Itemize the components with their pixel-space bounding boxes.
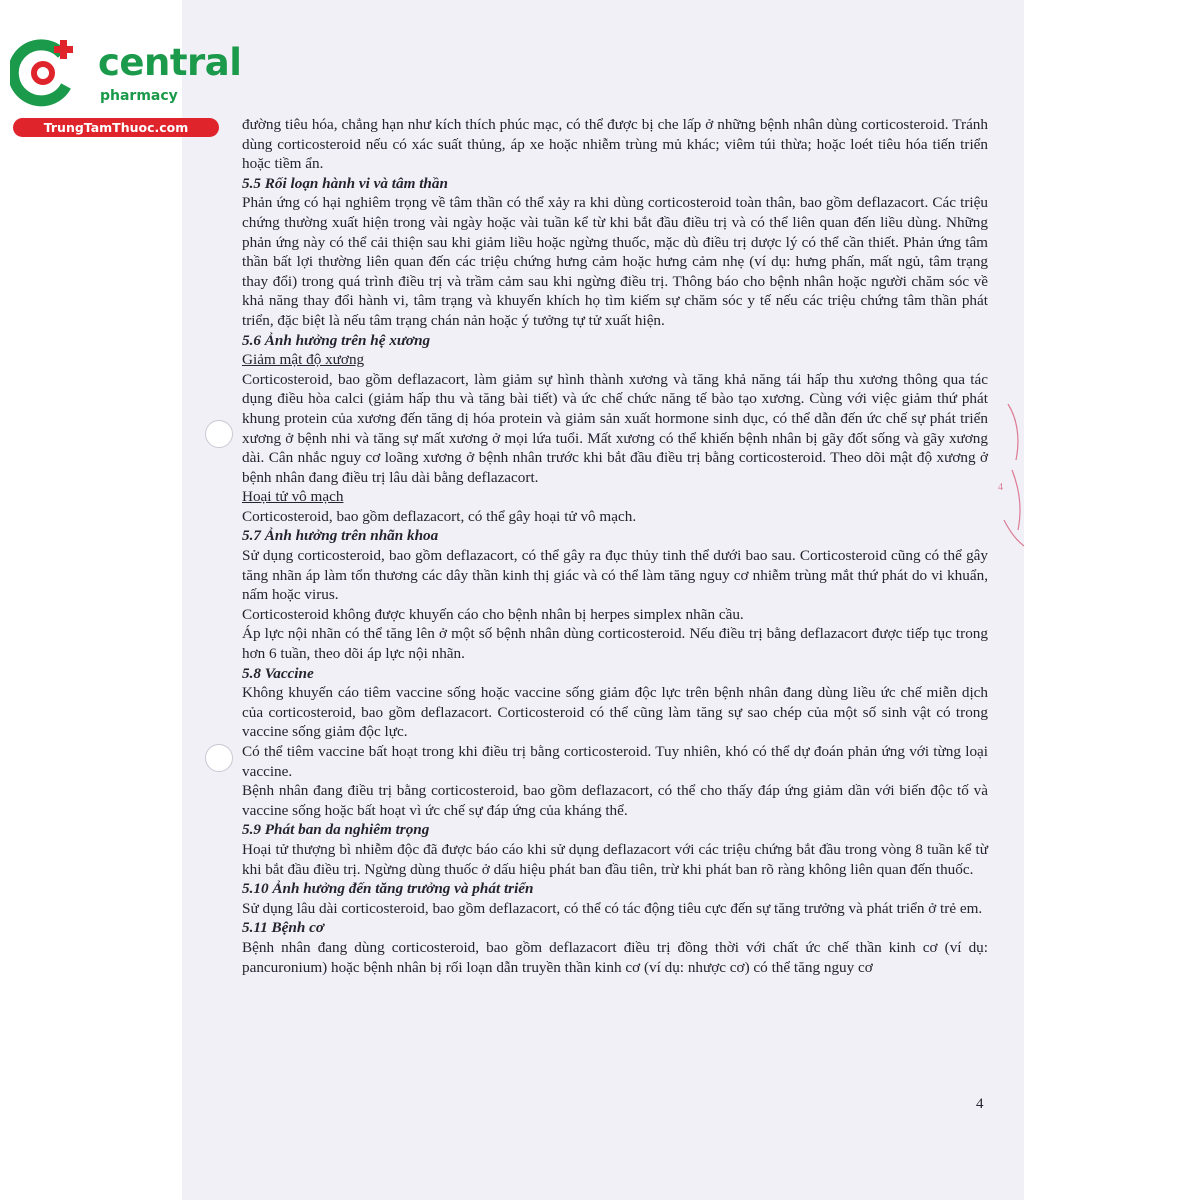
- body-paragraph: Có thể tiêm vaccine bất hoạt trong khi điều trị bằng corticosteroid. Tuy nhiên, khó có thể dự đoán phản ứng với từng loại vaccine.: [242, 743, 988, 780]
- section-heading: 5.7 Ảnh hưởng trên nhãn khoa: [242, 527, 439, 545]
- body-paragraph: Bệnh nhân đang dùng corticosteroid, bao gồm deflazacort điều trị đồng thời với chất ức chế thần kinh cơ (ví dụ: pancuronium) hoặc bệnh nhân bị rối loạn dẫn truyền thần kinh cơ (ví dụ: nhược cơ) có thể tăng nguy cơ: [242, 938, 988, 976]
- svg-text:4: 4: [998, 482, 1003, 493]
- page-number: 4: [976, 1096, 984, 1112]
- body-paragraph: đường tiêu hóa, chẳng hạn như kích thích phúc mạc, có thể được bị che lấp ở những bệnh nhân dùng corticosteroid. Tránh dùng corticosteroid nếu có xác suất thủng, áp xe hoặc nhiễm trùng mủ khác; viêm túi thừa; hoặc loét tiêu hóa tiến triển hoặc tiềm ẩn.: [242, 116, 988, 173]
- central-logo-icon: [10, 38, 80, 108]
- body-paragraph: Sử dụng lâu dài corticosteroid, bao gồm deflazacort, có thể có tác động tiêu cực đến sự tăng trưởng và phát triển ở trẻ em.: [242, 899, 983, 917]
- body-paragraph: Corticosteroid, bao gồm deflazacort, có thể gây hoại tử vô mạch.: [242, 507, 637, 525]
- section-heading: 5.6 Ảnh hưởng trên hệ xương: [242, 331, 431, 349]
- logo-site-badge[interactable]: TrungTamThuoc.com: [13, 118, 219, 137]
- logo-sub-text: pharmacy: [100, 88, 178, 104]
- body-paragraph: Bệnh nhân đang điều trị bằng corticosteroid, bao gồm deflazacort, có thể cho thấy đáp ứng giảm dần với biến độc tố và vaccine sống hoặc bất hoạt vì ức chế sự đáp ứng của kháng thể.: [242, 782, 988, 819]
- body-paragraph: Sử dụng corticosteroid, bao gồm deflazacort, có thể gây ra đục thủy tinh thể dưới bao sau. Corticosteroid cũng có thể gây tăng nhãn áp làm tổn thương các dây thần kinh thị giác và có thể làm tăng nguy cơ nhiễm trùng mắt thứ phát do vi khuẩn, nấm hoặc virus.: [242, 547, 988, 604]
- body-paragraph: Phản ứng có hại nghiêm trọng về tâm thần có thể xảy ra khi dùng corticosteroid toàn thân, bao gồm deflazacort. Các triệu chứng thường xuất hiện trong vài ngày hoặc vài tuần kể từ khi bắt đầu điều trị và có thể liên quan đến liều dùng. Những phản ứng này có thể cải thiện sau khi giảm liều hoặc ngừng thuốc, mặc dù điều trị dược lý có thể cần thiết. Phản ứng tâm thần bất lợi thường liên quan đến các triệu chứng hưng cảm hoặc hưng cảm nhẹ (ví dụ: hưng phấn, mất ngủ, tâm trạng thay đổi) trong quá trình điều trị và trầm cảm sau khi ngừng điều trị. Thông báo cho bệnh nhân hoặc người chăm sóc về khả năng thay đổi hành vi, tâm trạng và khuyến khích họ tìm kiếm sự chăm sóc y tế nếu các triệu chứng tâm thần phát triển, đặc biệt là nếu tâm trạng chán nản hoặc ý tưởng tự tử xuất hiện.: [242, 194, 988, 329]
- logo-brand-text: central: [98, 41, 242, 84]
- subsection-heading: Hoại tử vô mạch: [242, 488, 344, 506]
- body-paragraph: Hoại tử thượng bì nhiễm độc đã được báo cáo khi sử dụng deflazacort với các triệu chứng bắt đầu trong vòng 8 tuần kể từ khi bắt đầu điều trị. Ngừng dùng thuốc ở dấu hiệu phát ban đầu tiên, trừ khi phát ban rõ ràng không liên quan đến thuốc.: [242, 840, 988, 878]
- section-heading: 5.8 Vaccine: [242, 664, 314, 682]
- body-paragraph: Corticosteroid không được khuyến cáo cho bệnh nhân bị herpes simplex nhãn cầu.: [242, 605, 744, 623]
- document-body: [242, 115, 988, 977]
- pharmacy-logo[interactable]: [10, 38, 242, 138]
- red-stamp-mark: [990, 400, 1026, 550]
- body-paragraph: Áp lực nội nhãn có thể tăng lên ở một số bệnh nhân dùng corticosteroid. Nếu điều trị bằng deflazacort được tiếp tục trong hơn 6 tuần, theo dõi áp lực nội nhãn.: [242, 625, 988, 663]
- section-heading: 5.11 Bệnh cơ: [242, 919, 324, 937]
- punch-hole: [205, 420, 233, 448]
- punch-hole: [205, 744, 233, 772]
- section-heading: 5.10 Ảnh hưởng đến tăng trưởng và phát triển: [242, 880, 534, 898]
- subsection-heading: Giảm mật độ xương: [242, 351, 365, 369]
- body-paragraph: Không khuyến cáo tiêm vaccine sống hoặc vaccine sống giảm độc lực trên bệnh nhân đang dùng liều ức chế miễn dịch của corticosteroid, bao gồm deflazacort. Corticosteroid có thể cũng làm tăng sự sao chép của một số sinh vật có trong vaccine sống giảm độc lực.: [242, 684, 988, 741]
- section-heading: 5.9 Phát ban da nghiêm trọng: [242, 821, 430, 839]
- body-paragraph: Corticosteroid, bao gồm deflazacort, làm giảm sự hình thành xương và tăng khả năng tái hấp thu xương thông qua tác dụng điều hòa calci (giảm hấp thu và tăng bài tiết) và ức chế chức năng tế bào tạo xương. Cùng với việc giảm thứ phát khung protein của xương đến tăng dị hóa protein và giảm sản xuất hormone sinh dục, có thể dẫn đến ức chế sự phát triển xương ở bệnh nhi và tăng sự mất xương ở mọi lứa tuổi. Mất xương có thể khiến bệnh nhân bị gãy đốt sống và gãy xương dài. Cân nhắc nguy cơ loãng xương ở bệnh nhân trước khi bắt đầu điều trị bằng corticosteroid. Theo dõi mật độ xương ở bệnh nhân đang điều trị lâu dài bằng deflazacort.: [242, 370, 988, 486]
- section-heading: 5.5 Rối loạn hành vi và tâm thần: [242, 174, 448, 192]
